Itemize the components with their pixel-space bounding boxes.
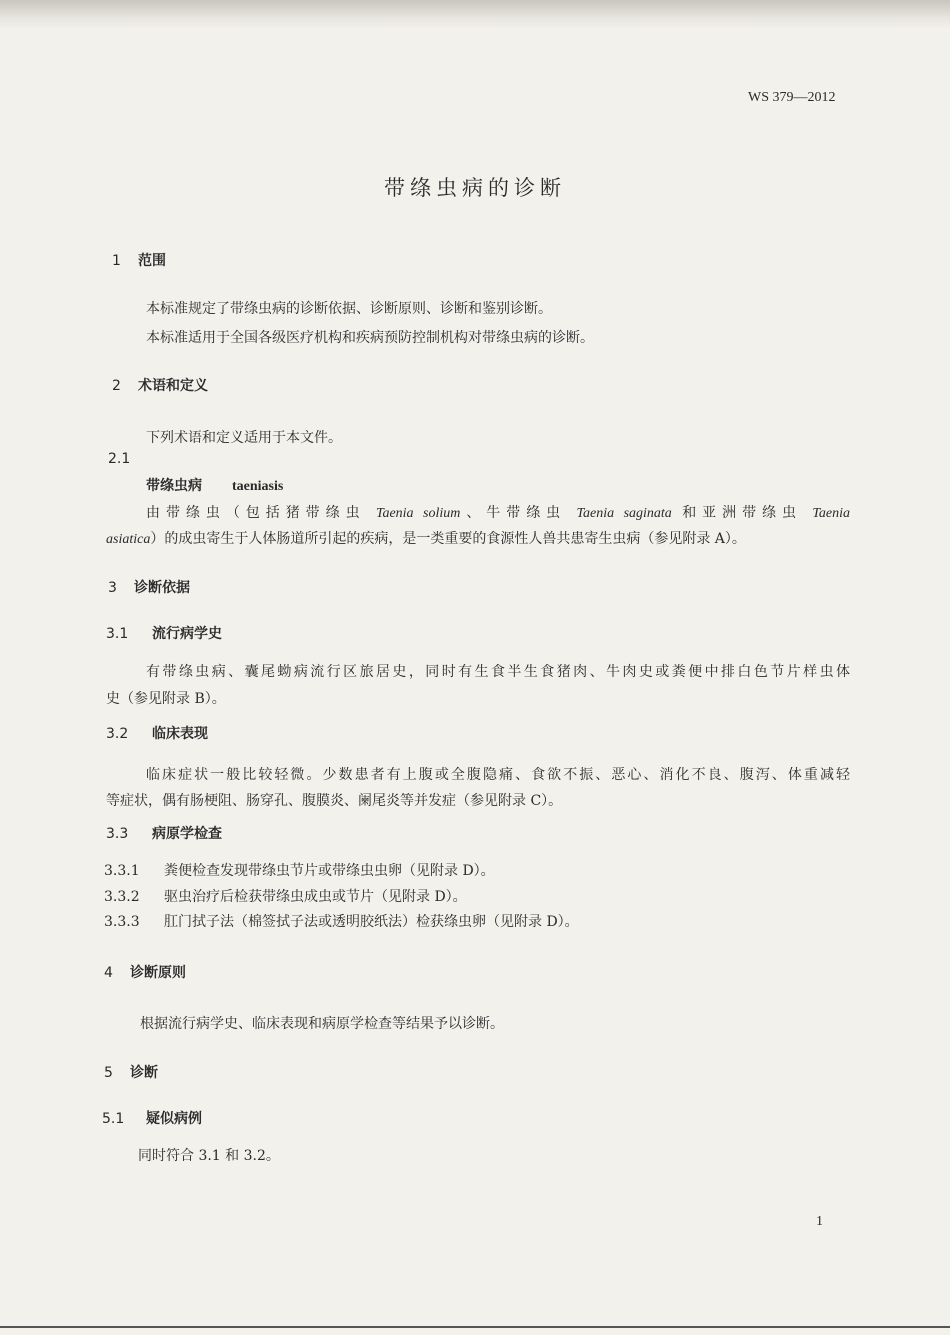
species-name: asiatica	[106, 532, 151, 547]
page-number: 1	[816, 1214, 823, 1229]
term-chinese: 带绦虫病	[146, 478, 202, 494]
scan-bottom-edge	[0, 1326, 950, 1328]
section-number: 3.2	[106, 726, 129, 742]
section-number: 2	[112, 378, 121, 394]
subsection-3-2-heading	[106, 723, 208, 743]
item-number: 3.3.2	[104, 889, 140, 905]
section-number: 3	[108, 580, 117, 596]
definition-line-2	[106, 528, 746, 548]
species-name: Taenia	[812, 506, 850, 521]
paragraph: 本标准适用于全国各级医疗机构和疾病预防控制机构对带绦虫病的诊断。	[146, 330, 594, 346]
standard-number: WS 379—2012	[748, 90, 836, 105]
paragraph: 本标准规定了带绦虫病的诊断依据、诊断原则、诊断和鉴别诊断。	[146, 301, 552, 317]
definition-text: ）的成虫寄生于人体肠道所引起的疾病，是一类重要的食源性人兽共患寄生虫病（参见附录 A）。	[150, 531, 746, 547]
paragraph: 同时符合 3.1 和 3.2。	[138, 1148, 280, 1164]
section-2-heading	[112, 375, 208, 395]
term-english: taeniasis	[232, 479, 284, 494]
subsection-3-1-heading	[106, 623, 222, 643]
page-title: 带绦虫病的诊断	[384, 176, 566, 200]
section-label: 流行病学史	[152, 626, 222, 642]
subsection-number: 2.1	[108, 451, 131, 467]
section-label: 术语和定义	[138, 378, 208, 394]
definition-text: 由带绦虫（包括猪带绦虫	[146, 505, 376, 521]
section-label: 疑似病例	[146, 1111, 202, 1127]
section-label: 范围	[138, 253, 166, 269]
section-number: 1	[112, 253, 121, 269]
term-entry	[146, 475, 283, 495]
list-item	[104, 911, 579, 931]
definition-text: 和亚洲带绦虫	[671, 505, 813, 521]
section-number: 3.3	[106, 826, 129, 842]
section-3-heading	[108, 577, 190, 597]
paragraph: 史（参见附录 B）。	[106, 691, 226, 707]
item-text: 肛门拭子法（棉签拭子法或透明胶纸法）检获绦虫卵（见附录 D）。	[164, 914, 579, 930]
definition-line-1	[146, 502, 850, 522]
definition-text: 、牛带绦虫	[460, 505, 577, 521]
subsection-5-1-heading	[102, 1108, 202, 1128]
list-item	[104, 860, 495, 880]
paragraph: 临床症状一般比较轻微。少数患者有上腹或全腹隐痛、食欲不振、恶心、消化不良、腹泻、体重减轻	[146, 767, 850, 783]
paragraph: 有带绦虫病、囊尾蚴病流行区旅居史，同时有生食半生食猪肉、牛肉史或粪便中排白色节片样虫体	[146, 664, 850, 680]
item-number: 3.3.3	[104, 914, 140, 930]
section-number: 5	[104, 1065, 113, 1081]
list-item	[104, 886, 467, 906]
species-name: Taenia solium	[375, 506, 461, 521]
section-4-heading	[104, 962, 186, 982]
paragraph: 下列术语和定义适用于本文件。	[146, 430, 342, 446]
section-label: 诊断依据	[134, 580, 190, 596]
section-5-heading	[104, 1062, 158, 1082]
paragraph: 等症状，偶有肠梗阻、肠穿孔、腹膜炎、阑尾炎等并发症（参见附录 C）。	[106, 793, 563, 809]
scan-edge-shadow	[0, 0, 950, 30]
section-number: 4	[104, 965, 113, 981]
species-name: Taenia saginata	[576, 506, 672, 521]
subsection-3-3-heading	[106, 823, 222, 843]
section-1-heading	[112, 250, 166, 270]
section-label: 病原学检查	[152, 826, 222, 842]
item-number: 3.3.1	[104, 863, 140, 879]
paragraph: 根据流行病学史、临床表现和病原学检查等结果予以诊断。	[140, 1016, 504, 1032]
section-label: 诊断原则	[130, 965, 186, 981]
item-text: 粪便检查发现带绦虫节片或带绦虫虫卵（见附录 D）。	[164, 863, 495, 879]
section-label: 临床表现	[152, 726, 208, 742]
item-text: 驱虫治疗后检获带绦虫成虫或节片（见附录 D）。	[164, 889, 467, 905]
section-number: 3.1	[106, 626, 129, 642]
section-number: 5.1	[102, 1111, 125, 1127]
section-label: 诊断	[130, 1065, 158, 1081]
